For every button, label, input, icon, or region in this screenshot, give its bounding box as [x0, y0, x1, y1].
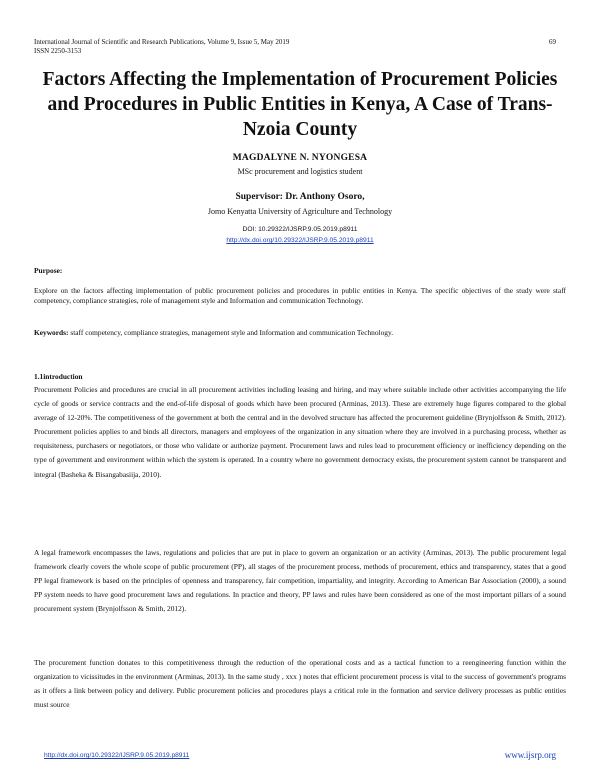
page-number: 69	[549, 38, 556, 46]
author-name: MAGDALYNE N. NYONGESA	[232, 153, 368, 163]
journal-header: International Journal of Scientific and Research Publications, Volume 9, Issue 5, May 2019	[34, 38, 290, 46]
issn-header: ISSN 2250-3153	[34, 47, 82, 55]
keywords-text: staff competency, compliance strategies, management style and Information and communication Technology.	[68, 328, 394, 337]
intro-paragraph-1: Procurement Policies and procedures are crucial in all procurement activities including leasing and hiring, and may where suitable include other activities accompanying the life cycle of goods or service contracts and the end-of-life disposal of goods which have been procured (Arminas, 2013). These are extremely huge figures compared to the global average of 12-20%. The competitiveness of the government at both the central and in the devolved structure has affected the procurement guideline (Brynjolfsson & Smith, 2012). Procurement policies applies to and binds all directors, managers and employees of the organization in any situation where they are involved in a purchasing process, whether as requisiteness, purchasers or negotiators, or those who validate or authorize payment. Procurement laws and rules lead to procurement efficiency or inefficiency depending on the type of government and environment within which the system is operated. In a country where no government democracy exists, the procurement system cannot be transparent and integral (Basheka & Bisangabasiija, 2010).	[34, 385, 566, 479]
intro-paragraph-3: The procurement function donates to this competitiveness through the reduction of the operational costs and as a tactical function to a reengineering function within the organization to vicissitudes in the environment (Arminas, 2013). In the same study , xxx ) notes that efficient procurement process is vital to the success of government's programs as it offers a link between policy and delivery. Public procurement policies and procedures plays a critical role in the formation and service delivery processes as public entities must source	[34, 658, 566, 710]
purpose-text: Explore on the factors affecting implementation of public procurement policies and procedures in public entities in Kenya. The specific objectives of the study were staff competency, compliance strategies, role of management style and Information and communication Technology.	[34, 286, 566, 306]
doi-text: DOI: 10.29322/IJSRP.9.05.2019.p8911	[242, 226, 358, 233]
purpose-heading: Purpose:	[34, 266, 63, 275]
footer-doi-link[interactable]: http://dx.doi.org/10.29322/IJSRP.9.05.2019.p8911	[44, 752, 190, 759]
footer-site-link[interactable]: www.ijsrp.org	[504, 750, 556, 760]
intro-paragraph-2: A legal framework encompasses the laws, regulations and policies that are put in place to govern an organization or an activity (Arminas, 2013). The public procurement legal framework clearly covers the whole scope of public procurement (PP), all stages of the procurement process, methods of procurement, ethics and transparency, states that a good PP legal framework is based on the principles of openness and transparency, fair competition, impartiality, and integrity. According to American Bar Association (2000), a sound PP system needs to have good procurement laws and regulations. In practice and theory, PP laws and rules have been considered as one of the most important pillars of a sound procurement system (Brynjolfsson & Smith, 2012).	[34, 548, 566, 614]
paper-title: Factors Affecting the Implementation of Procurement Policies and Procedures in Public Entities in Kenya, A Case of Trans-Nzoia County	[42, 69, 558, 140]
keywords-line	[34, 328, 566, 338]
supervisor-affiliation: Jomo Kenyatta University of Agriculture and Technology	[207, 207, 393, 216]
keywords-label: Keywords:	[34, 328, 69, 337]
supervisor-name: Supervisor: Dr. Anthony Osoro,	[235, 192, 365, 202]
doi-link[interactable]: http://dx.doi.org/10.29322/IJSRP.9.05.2019.p8911	[226, 237, 374, 244]
section-heading: 1.1introduction	[34, 372, 83, 381]
author-role: MSc procurement and logistics student	[237, 167, 363, 176]
